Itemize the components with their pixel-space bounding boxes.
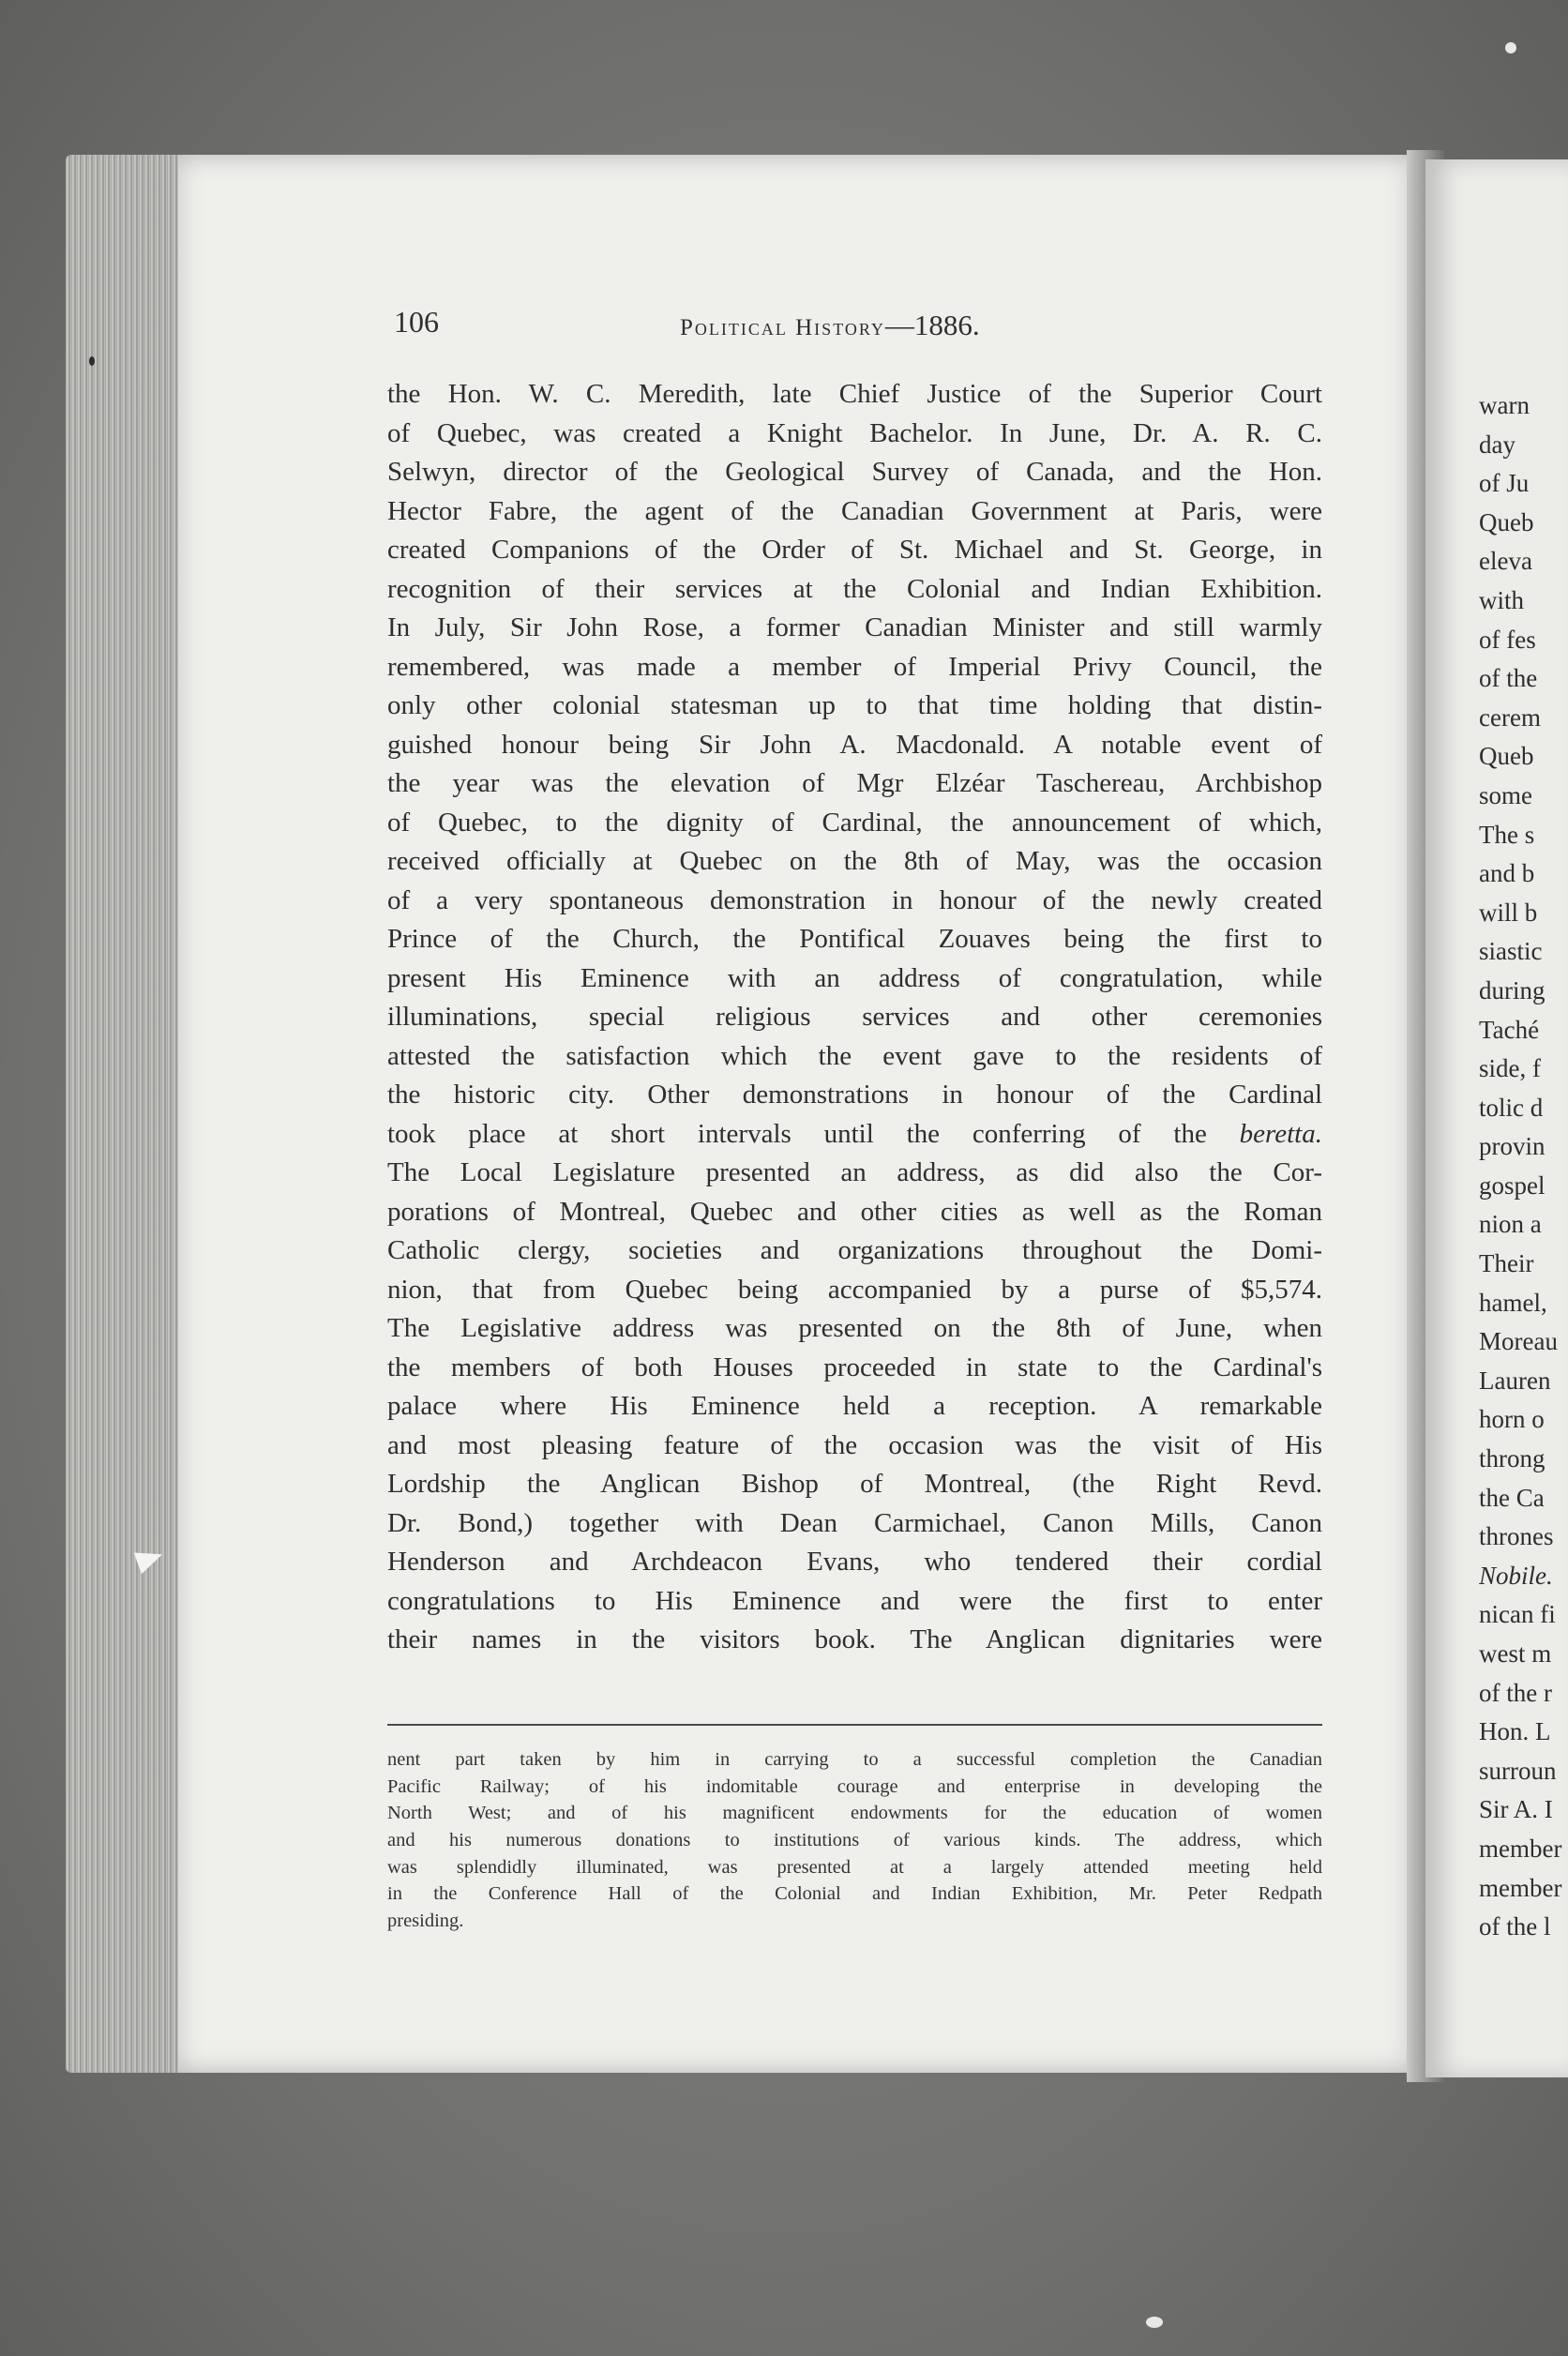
right-page-line-fragment: of the l	[1479, 1912, 1551, 1941]
right-page-line-fragment: surroun	[1479, 1756, 1557, 1785]
body-line: present His Eminence with an address of congratulation, while	[387, 962, 1322, 993]
body-line: recognition of their services at the Colonial and Indian Exhibition.	[387, 573, 1322, 604]
body-line: palace where His Eminence held a reception. A remarkable	[387, 1391, 1322, 1421]
body-line: of Quebec, was created a Knight Bachelor. In June, Dr. A. R. C.	[387, 417, 1322, 448]
footnote-line: in the Conference Hall of the Colonial and Indian Exhibition, Mr. Peter Redpath	[387, 1883, 1322, 1905]
body-line: Dr. Bond,) together with Dean Carmichael, Canon Mills, Canon	[387, 1507, 1322, 1538]
body-line: received officially at Quebec on the 8th of May, was the occasion	[387, 846, 1322, 876]
dust-speck	[1146, 2317, 1163, 2328]
right-page-line-fragment: The s	[1479, 820, 1535, 849]
right-page-line-fragment: siastic	[1479, 937, 1543, 966]
running-head-year: —1886.	[884, 309, 980, 341]
footnote-line: North West; and of his magnificent endowments for the education of women	[387, 1803, 1322, 1824]
right-page-line-fragment: and b	[1479, 859, 1535, 888]
body-text	[387, 375, 1322, 1660]
body-line: The Legislative address was presented on the 8th of June, when	[387, 1313, 1322, 1343]
right-page-line-fragment: Queb	[1479, 742, 1534, 771]
right-page-line-fragment: will b	[1479, 898, 1538, 927]
dust-speck	[89, 356, 95, 366]
right-page-line-fragment: provin	[1479, 1132, 1545, 1161]
body-line: their names in the visitors book. The Anglican dignitaries were	[387, 1624, 1322, 1654]
right-page-line-fragment: Nobile.	[1479, 1561, 1553, 1590]
footnote-text	[387, 1746, 1322, 1935]
body-line: guished honour being Sir John A. Macdonald. A notable event of	[387, 729, 1322, 760]
body-line: the year was the elevation of Mgr Elzéar Taschereau, Archbishop	[387, 768, 1322, 798]
footnote-line: and his numerous donations to institutions of various kinds. The address, which	[387, 1830, 1322, 1851]
running-head-title: Political History	[680, 315, 885, 340]
body-line: nion, that from Quebec being accompanied by a purse of $5,574.	[387, 1274, 1322, 1305]
right-page-line-fragment: warn	[1479, 391, 1530, 419]
right-page-line-fragment: thrones	[1479, 1522, 1554, 1551]
body-line: only other colonial statesman up to that time holding that distin-	[387, 690, 1322, 720]
body-line: the Hon. W. C. Meredith, late Chief Justice of the Superior Court	[387, 379, 1322, 409]
right-page-line-fragment: horn o	[1479, 1405, 1545, 1434]
right-page-line-fragment: member	[1479, 1873, 1562, 1902]
page-number: 106	[394, 305, 439, 339]
right-page-line-fragment: the Ca	[1479, 1483, 1545, 1512]
right-page-line-fragment: during	[1479, 975, 1545, 1004]
body-line: In July, Sir John Rose, a former Canadian Minister and still warmly	[387, 612, 1322, 642]
right-page-line-fragment: throng	[1479, 1444, 1545, 1473]
right-page-line-fragment: with	[1479, 585, 1525, 614]
right-page-text	[1479, 386, 1568, 1947]
right-page-line-fragment: Their	[1479, 1249, 1534, 1278]
body-line: took place at short intervals until the conferring of the beretta.	[387, 1118, 1322, 1149]
body-line: attested the satisfaction which the event gave to the residents of	[387, 1040, 1322, 1071]
right-page-line-fragment: west m	[1479, 1639, 1552, 1668]
right-page-line-fragment: Hon. L	[1479, 1717, 1551, 1746]
footnote-rule	[387, 1724, 1322, 1726]
footnote-line: Pacific Railway; of his indomitable courage and enterprise in developing the	[387, 1775, 1322, 1797]
right-page-line-fragment: Queb	[1479, 507, 1534, 536]
right-page-line-fragment: of the	[1479, 664, 1538, 693]
body-line: the members of both Houses proceeded in state to the Cardinal's	[387, 1352, 1322, 1382]
body-line: illuminations, special religious services and other ceremonies	[387, 1002, 1322, 1032]
right-page-line-fragment: nican fi	[1479, 1600, 1556, 1629]
dust-speck	[1505, 42, 1516, 53]
footnote-line: was splendidly illuminated, was presented at a largely attended meeting held	[387, 1856, 1322, 1878]
footnote-line: nent part taken by him in carrying to a successful completion the Canadian	[387, 1749, 1322, 1770]
body-line: and most pleasing feature of the occasion was the visit of His	[387, 1429, 1322, 1460]
right-page-line-fragment: day	[1479, 430, 1515, 459]
right-page-line-fragment: side, f	[1479, 1054, 1541, 1083]
body-line: porations of Montreal, Quebec and other cities as well as the Roman	[387, 1196, 1322, 1227]
right-page-line-fragment: tolic d	[1479, 1093, 1544, 1122]
right-page-line-fragment: Moreau	[1479, 1327, 1558, 1356]
right-page-line-fragment: of fes	[1479, 625, 1536, 654]
right-page-line-fragment: Sir A. I	[1479, 1795, 1553, 1824]
body-line: The Local Legislature presented an address, as did also the Cor-	[387, 1157, 1322, 1187]
right-page-line-fragment: of the r	[1479, 1678, 1552, 1707]
body-line: Prince of the Church, the Pontifical Zouaves being the first to	[387, 924, 1322, 954]
right-page-line-fragment: of Ju	[1479, 469, 1530, 498]
body-line: created Companions of the Order of St. Michael and St. George, in	[387, 535, 1322, 565]
body-line: the historic city. Other demonstrations in honour of the Cardinal	[387, 1080, 1322, 1110]
body-line: Henderson and Archdeacon Evans, who tendered their cordial	[387, 1547, 1322, 1577]
body-line: remembered, was made a member of Imperial Privy Council, the	[387, 651, 1322, 682]
footnote-line: presiding.	[387, 1910, 464, 1932]
body-line: of a very spontaneous demonstration in honour of the newly created	[387, 884, 1322, 915]
running-head	[680, 309, 980, 342]
right-page-line-fragment: Lauren	[1479, 1366, 1551, 1395]
right-page-line-fragment: eleva	[1479, 547, 1532, 576]
right-page-line-fragment: member	[1479, 1834, 1562, 1863]
book-page-edges	[66, 155, 183, 2073]
body-line: of Quebec, to the dignity of Cardinal, the announcement of which,	[387, 807, 1322, 838]
right-page-line-fragment: nion a	[1479, 1210, 1542, 1239]
right-page-line-fragment: Taché	[1479, 1015, 1540, 1044]
page-header	[394, 305, 1332, 352]
right-page-line-fragment: gospel	[1479, 1170, 1545, 1200]
body-line: Lordship the Anglican Bishop of Montreal, (the Right Revd.	[387, 1469, 1322, 1499]
body-line: Selwyn, director of the Geological Survey of Canada, and the Hon.	[387, 457, 1322, 487]
body-line: Hector Fabre, the agent of the Canadian Government at Paris, were	[387, 495, 1322, 526]
right-page-line-fragment: cerem	[1479, 702, 1541, 732]
body-line: congratulations to His Eminence and were the first to enter	[387, 1585, 1322, 1616]
right-page-line-fragment: hamel,	[1479, 1288, 1547, 1317]
body-line: Catholic clergy, societies and organizations throughout the Domi-	[387, 1235, 1322, 1265]
right-page-line-fragment: some	[1479, 780, 1532, 809]
